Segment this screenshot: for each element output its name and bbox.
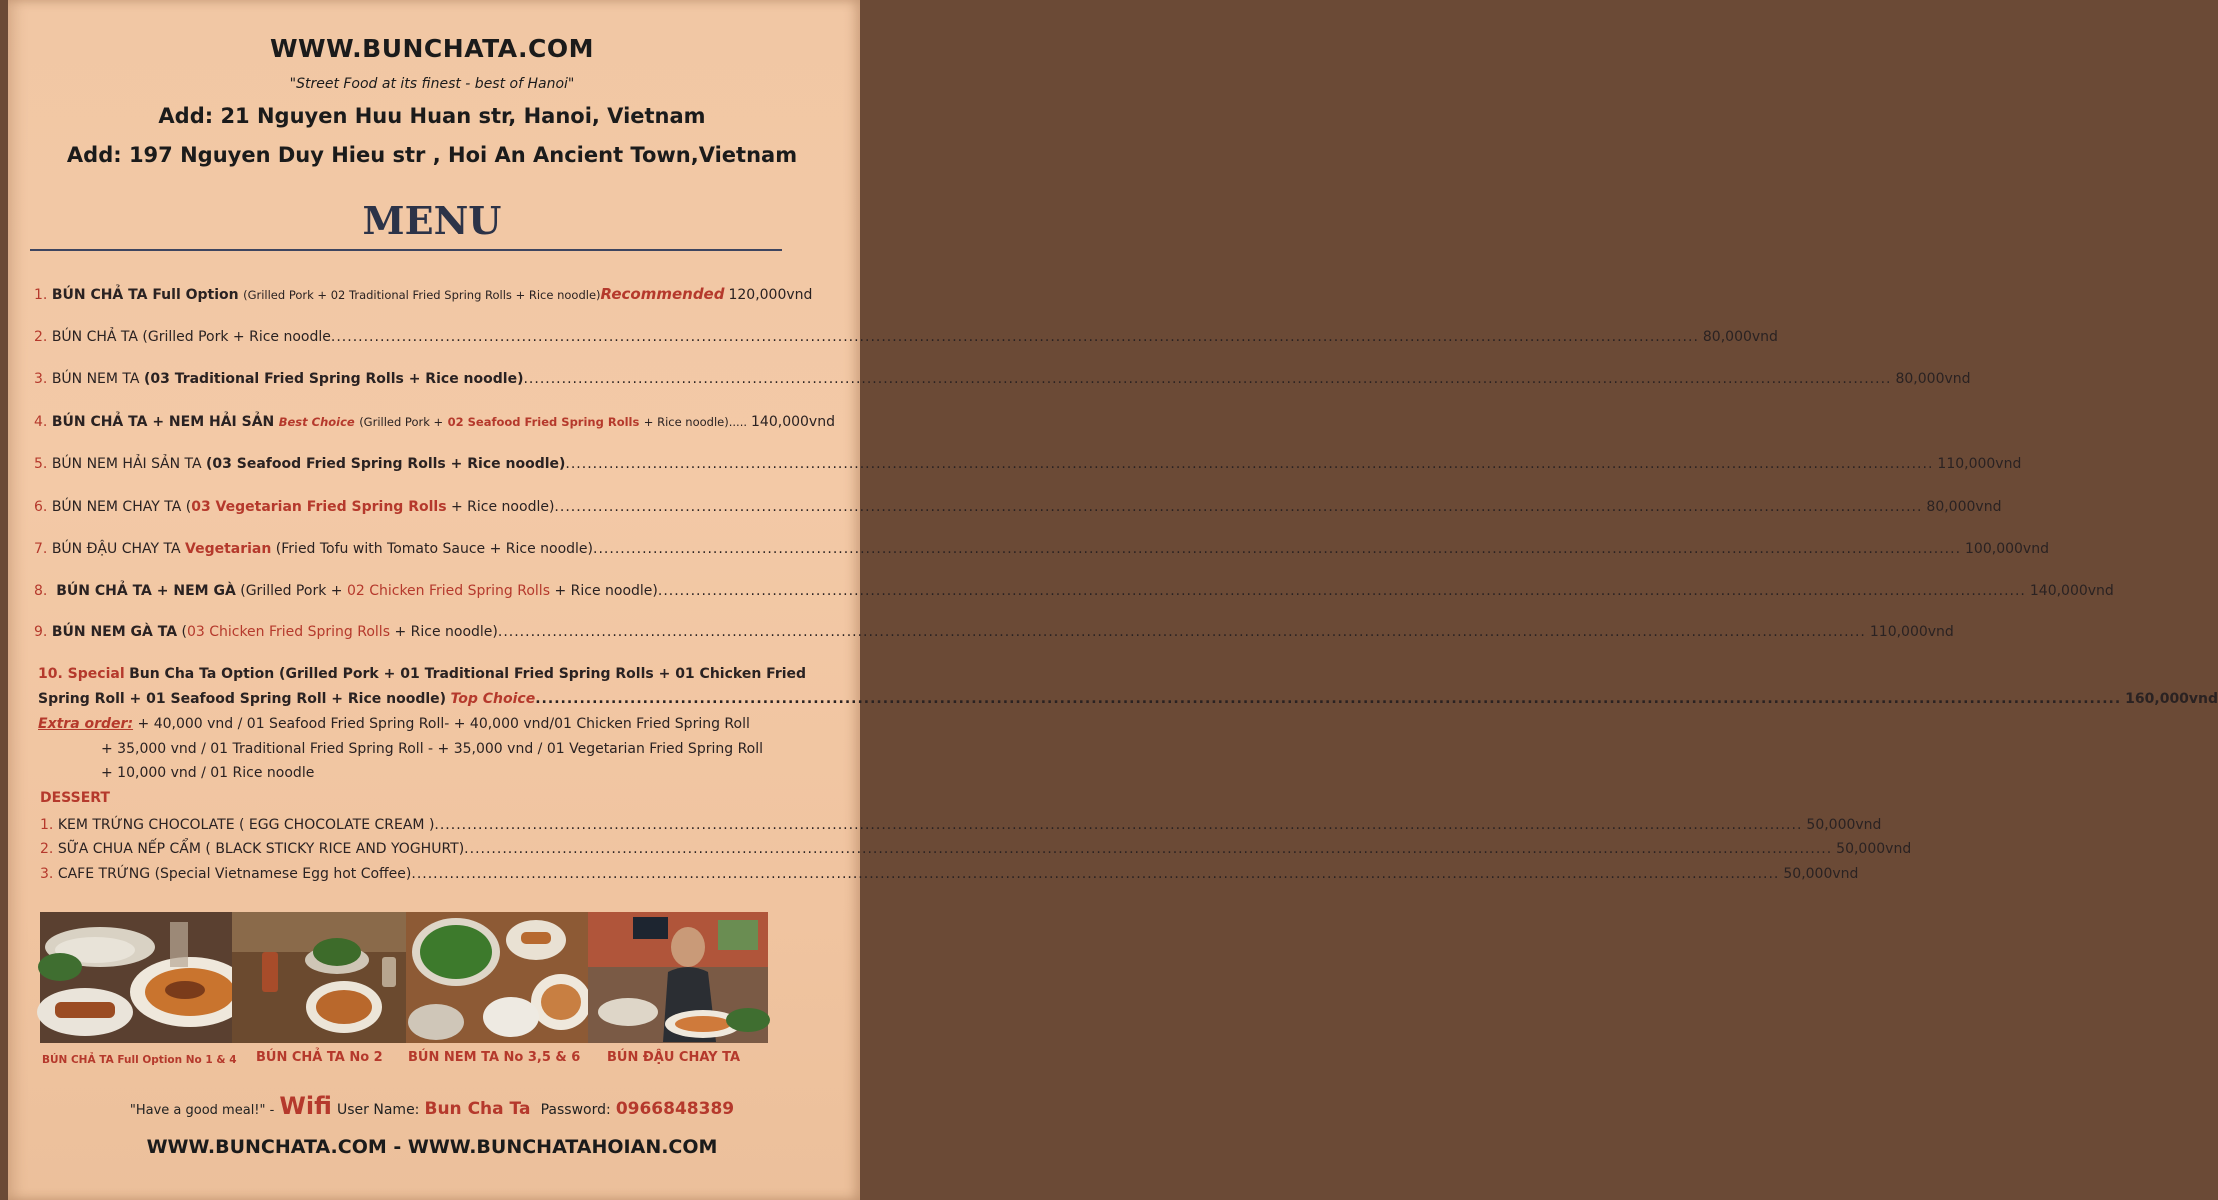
dessert-heading: DESSERT [40, 790, 110, 806]
page-title: MENU [362, 198, 502, 243]
menu-item-7 [34, 541, 2049, 557]
food-photo-strip [40, 912, 768, 1043]
item-desc-highlight: 02 Seafood Fried Spring Rolls [447, 415, 640, 429]
item-name: BÚN CHẢ TA Full Option [51, 287, 239, 303]
footer-wifi-line [0, 1092, 864, 1120]
item-desc: (Grilled Pork + Rice noodle [142, 329, 331, 345]
item-tag: Recommended [600, 285, 725, 303]
item-desc: Spring Roll + 01 Seafood Spring Roll + Rice noodle) [38, 691, 447, 707]
item-price: 140,000vnd [2029, 583, 2114, 599]
slogan: "Street Food at its finest - best of Hanoi" [289, 76, 575, 92]
item-number: 9. [34, 624, 48, 640]
photo-caption-2: BÚN CHẢ TA No 2 [256, 1050, 383, 1065]
item-tag: Top Choice [450, 691, 536, 707]
item-desc: (03 Traditional Fried Spring Rolls + Rice noodle) [143, 371, 524, 387]
item-number: 10. Special [38, 666, 125, 682]
leader-dots [523, 371, 1891, 387]
item-name: BÚN CHẢ TA [51, 329, 138, 345]
item-price: 100,000vnd [1965, 541, 2049, 557]
photo-caption-1: BÚN CHẢ TA Full Option No 1 & 4 [42, 1054, 237, 1066]
dessert-item-1 [40, 817, 1882, 833]
leader-dots [658, 583, 2026, 599]
item-name: CAFE TRỨNG (Special Vietnamese Egg hot Coffee) [57, 866, 412, 882]
menu-item-9 [34, 624, 1954, 640]
item-price: 50,000vnd [1783, 866, 1859, 882]
item-name: BÚN NEM GÀ TA [51, 624, 178, 640]
dessert-item-3 [40, 866, 1859, 882]
address-hoian: Add: 197 Nguyen Duy Hieu str , Hoi An Ancient Town,Vietnam [66, 143, 798, 167]
item-price: 80,000vnd [1702, 329, 1778, 345]
item-name: BÚN CHẢ TA + NEM HẢI SẢN [51, 414, 275, 430]
item-desc: (Grilled Pork + [359, 415, 444, 429]
leader-dots [434, 817, 1802, 833]
leader-dots [565, 456, 1933, 472]
item-number: 2. [34, 329, 48, 345]
item-desc-highlight: 03 Chicken Fried Spring Rolls [186, 624, 390, 640]
photo-bun-cha [232, 912, 406, 1043]
item-desc-highlight: 03 Vegetarian Fried Spring Rolls [191, 499, 447, 515]
wifi-password-label: Password: [540, 1102, 611, 1118]
item-price: 120,000vnd [728, 287, 813, 303]
item-name: BÚN ĐẬU CHAY TA [51, 541, 181, 557]
leader-dots [554, 499, 1922, 515]
leader-dots [498, 624, 1866, 640]
greeting: "Have a good meal!" - [129, 1103, 275, 1118]
wifi-label: Wifi [279, 1092, 332, 1120]
leader-dots [464, 841, 1832, 857]
menu-item-1 [34, 285, 834, 303]
item-desc: (03 Seafood Fried Spring Rolls + Rice noodle) [206, 456, 566, 472]
photo-bun-dau-chay [588, 912, 768, 1043]
address-hanoi: Add: 21 Nguyen Huu Huan str, Hanoi, Vietnam [158, 104, 706, 128]
item-number: 3. [34, 371, 48, 387]
item-price: 80,000vnd [1926, 499, 2002, 515]
extra-order-line-3: + 10,000 vnd / 01 Rice noodle [101, 765, 315, 781]
item-desc: ( [181, 624, 187, 640]
menu-item-10-cont [38, 691, 2218, 707]
item-price: 80,000vnd [1895, 371, 1971, 387]
menu-item-4 [34, 414, 835, 430]
item-name: BÚN NEM TA [51, 371, 140, 387]
wifi-user: Bun Cha Ta [424, 1099, 531, 1119]
photo-bun-nem [406, 912, 588, 1043]
title-divider [30, 249, 782, 251]
photo-caption-3: BÚN NEM TA No 3,5 & 6 [408, 1050, 581, 1065]
item-name: SỮA CHUA NẾP CẨM ( BLACK STICKY RICE AND YOGHURT) [57, 841, 465, 857]
leader-dots [411, 866, 1779, 882]
item-price: 110,000vnd [1869, 624, 1954, 640]
item-desc-end: + Rice noodle) [451, 499, 555, 515]
item-desc-end: + Rice noodle)..... [643, 415, 748, 429]
item-number: 6. [34, 499, 48, 515]
menu-item-2 [34, 329, 1778, 345]
item-price: 50,000vnd [1806, 817, 1882, 833]
item-number: 1. [34, 287, 48, 303]
item-number: 7. [34, 541, 48, 557]
item-tag: Best Choice [278, 415, 355, 429]
extra-order-line-2: + 35,000 vnd / 01 Traditional Fried Spring Roll - + 35,000 vnd / 01 Vegetarian Fried Spring Roll [101, 741, 764, 757]
item-desc: ( [185, 499, 192, 515]
item-name: KEM TRỨNG CHOCOLATE ( EGG CHOCOLATE CREAM ) [57, 817, 435, 833]
item-name: BÚN CHẢ TA + NEM GÀ [56, 583, 236, 599]
item-desc-end: + Rice noodle) [394, 624, 498, 640]
item-desc-end: + Rice noodle) [554, 583, 658, 599]
item-name: BÚN NEM HẢI SẢN TA [51, 456, 202, 472]
item-number: 8. [34, 583, 48, 599]
item-price: 140,000vnd [751, 414, 835, 430]
leader-dots [331, 329, 1699, 345]
item-desc: (Grilled Pork + 02 Traditional Fried Spring Rolls + Rice noodle) [243, 288, 601, 302]
item-tag: Vegetarian [185, 541, 272, 557]
item-price: 110,000vnd [1937, 456, 2022, 472]
wifi-password: 0966848389 [615, 1099, 735, 1119]
website-url: WWW.BUNCHATA.COM [269, 34, 595, 63]
item-price: 50,000vnd [1836, 841, 1912, 857]
leader-dots [593, 541, 1961, 557]
menu-item-5 [34, 456, 2022, 472]
menu-item-6 [34, 499, 2002, 515]
item-desc-highlight: 02 Chicken Fried Spring Rolls [346, 583, 550, 599]
item-desc: (Fried Tofu with Tomato Sauce + Rice noodle) [275, 541, 594, 557]
item-number: 4. [34, 414, 48, 430]
item-name: Bun Cha Ta Option (Grilled Pork + 01 Traditional Fried Spring Rolls + 01 Chicken Fried [129, 666, 807, 682]
footer-websites: WWW.BUNCHATA.COM - WWW.BUNCHATAHOIAN.COM [146, 1136, 718, 1158]
photo-bun-cha-full [40, 912, 232, 1043]
leader-dots [535, 691, 2121, 707]
item-number: 2. [40, 841, 54, 857]
menu-item-3 [34, 371, 1971, 387]
item-number: 5. [34, 456, 48, 472]
item-desc: (Grilled Pork + [240, 583, 343, 599]
menu-item-10 [38, 666, 838, 682]
item-number: 1. [40, 817, 54, 833]
menu-item-8 [34, 583, 2114, 599]
photo-caption-4: BÚN ĐẬU CHAY TA [607, 1050, 741, 1065]
dessert-item-2 [40, 841, 1912, 857]
extra-order-text: + 40,000 vnd / 01 Seafood Fried Spring Roll- + 40,000 vnd/01 Chicken Fried Spring Roll [137, 716, 750, 732]
extra-order-label: Extra order: [38, 716, 134, 732]
extra-order-line-1 [38, 716, 750, 732]
wifi-user-label: User Name: [337, 1102, 420, 1118]
item-number: 3. [40, 866, 54, 882]
item-name: BÚN NEM CHAY TA [51, 499, 182, 515]
item-price: 160,000vnd [2125, 691, 2218, 707]
